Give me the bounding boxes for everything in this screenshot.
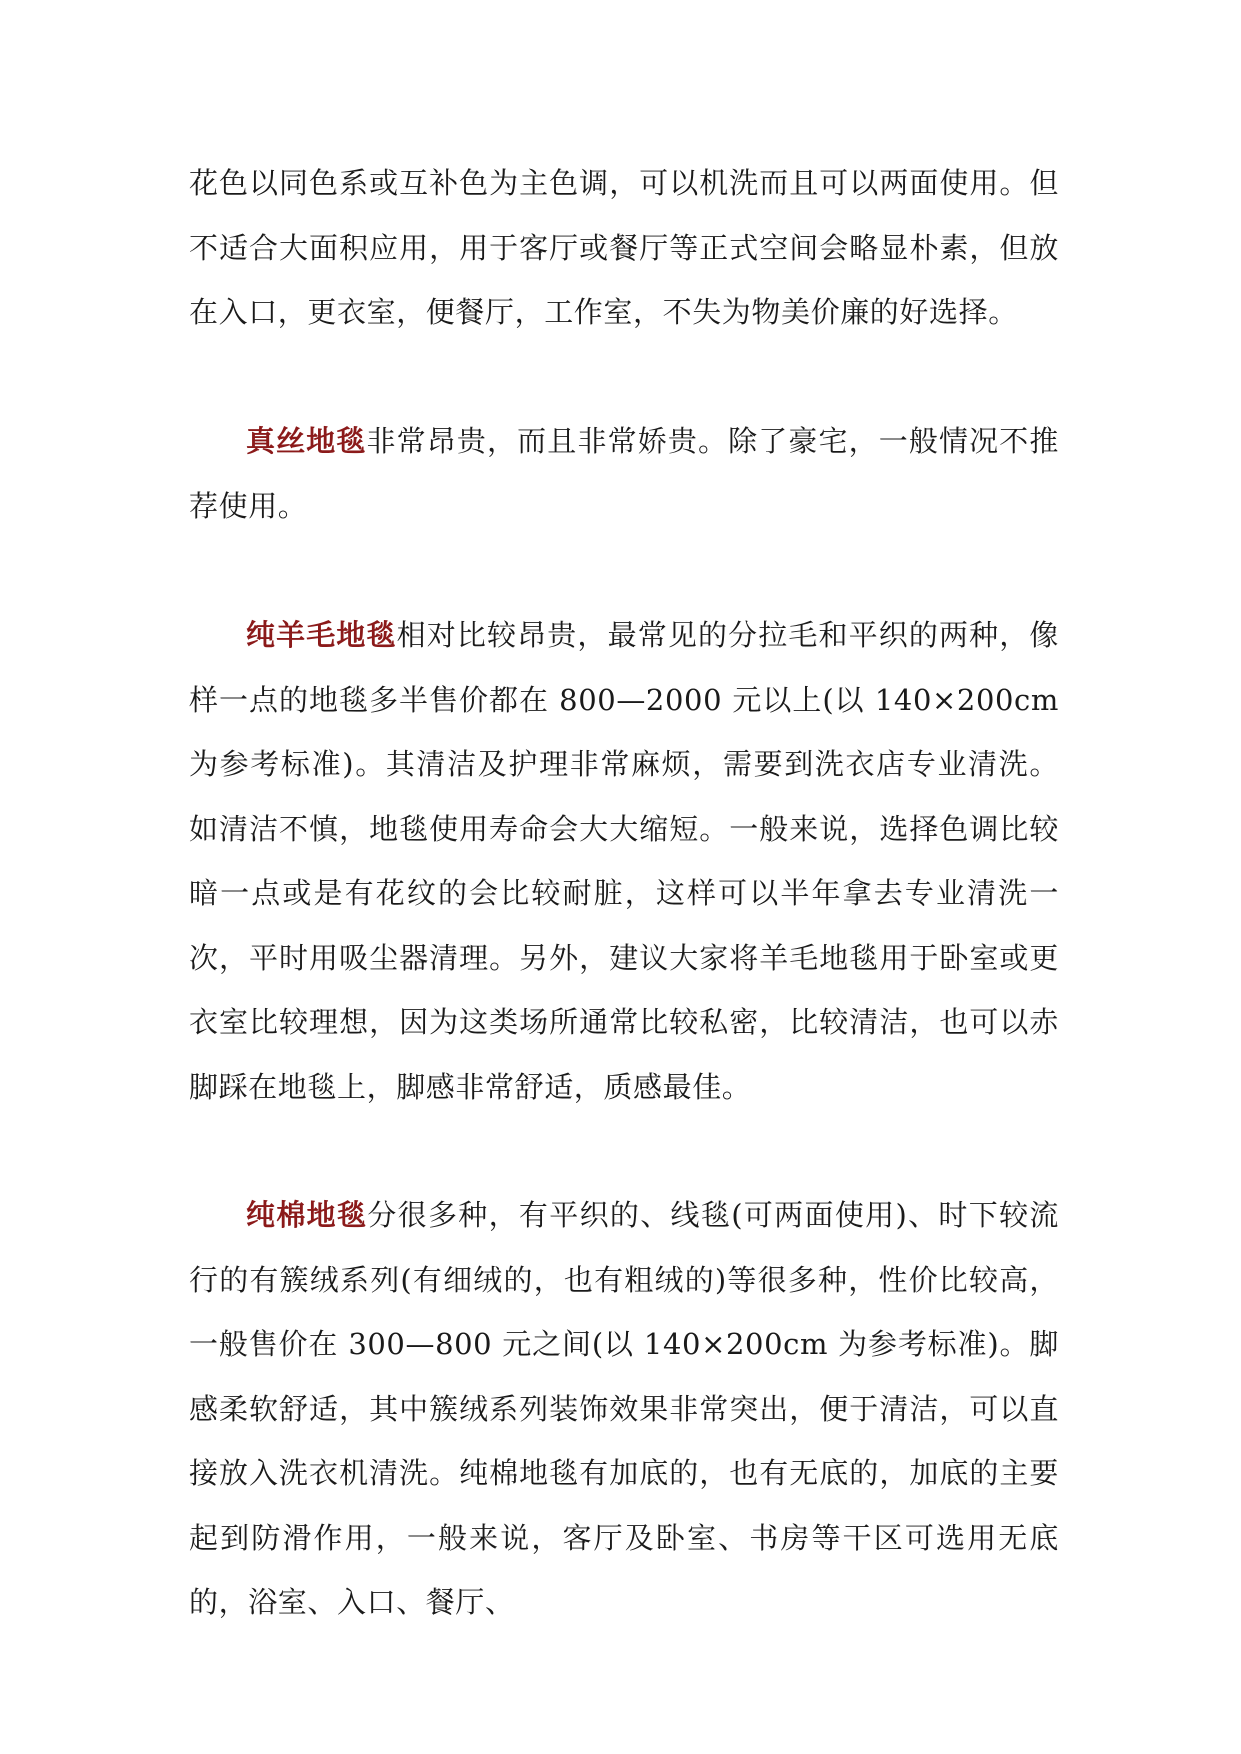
paragraph-wool-carpet xyxy=(189,603,1059,1119)
paragraph-text: 花色以同色系或互补色为主色调，可以机洗而且可以两面使用。但不适合大面积应用，用于客厅或餐厅等正式空间会略显朴素，但放在入口，更衣室，便餐厅，工作室，不失为物美价廉的好选择。 xyxy=(189,166,1059,329)
term-wool-carpet: 纯羊毛地毯 xyxy=(246,618,397,652)
term-silk-carpet: 真丝地毯 xyxy=(246,424,367,458)
paragraph-text: 分很多种，有平织的、线毯(可两面使用)、时下较流行的有簇绒系列(有细绒的，也有粗绒的)等很多种，性价比较高，一般售价在 300—800 元之间(以 140×200cm 为参考标准)。脚感柔软舒适，其中簇绒系列装饰效果非常突出，便于清洁，可以直接放入洗衣机清洗。纯棉地毯有加底的，也有无底的，加底的主要起到防滑作用，一般来说，客厅及卧室、书房等干区可选用无底的，浴室、入口、餐厅、 xyxy=(189,1198,1060,1619)
paragraph-silk-carpet xyxy=(189,409,1059,538)
paragraph-continuation xyxy=(189,151,1059,345)
paragraph-text: 相对比较昂贵，最常见的分拉毛和平织的两种，像样一点的地毯多半售价都在 800—2000 元以上(以 140×200cm 为参考标准)。其清洁及护理非常麻烦，需要到洗衣店专业清洗。如清洁不慎，地毯使用寿命会大大缩短。一般来说，选择色调比较暗一点或是有花纹的会比较耐脏，这样可以半年拿去专业清洗一次，平时用吸尘器清理。另外，建议大家将羊毛地毯用于卧室或更衣室比较理想，因为这类场所通常比较私密，比较清洁，也可以赤脚踩在地毯上，脚感非常舒适，质感最佳。 xyxy=(189,618,1059,1104)
term-cotton-carpet: 纯棉地毯 xyxy=(246,1198,368,1232)
paragraph-cotton-carpet xyxy=(189,1183,1059,1635)
paragraph-text: 非常昂贵，而且非常娇贵。除了豪宅，一般情况不推荐使用。 xyxy=(189,424,1059,523)
